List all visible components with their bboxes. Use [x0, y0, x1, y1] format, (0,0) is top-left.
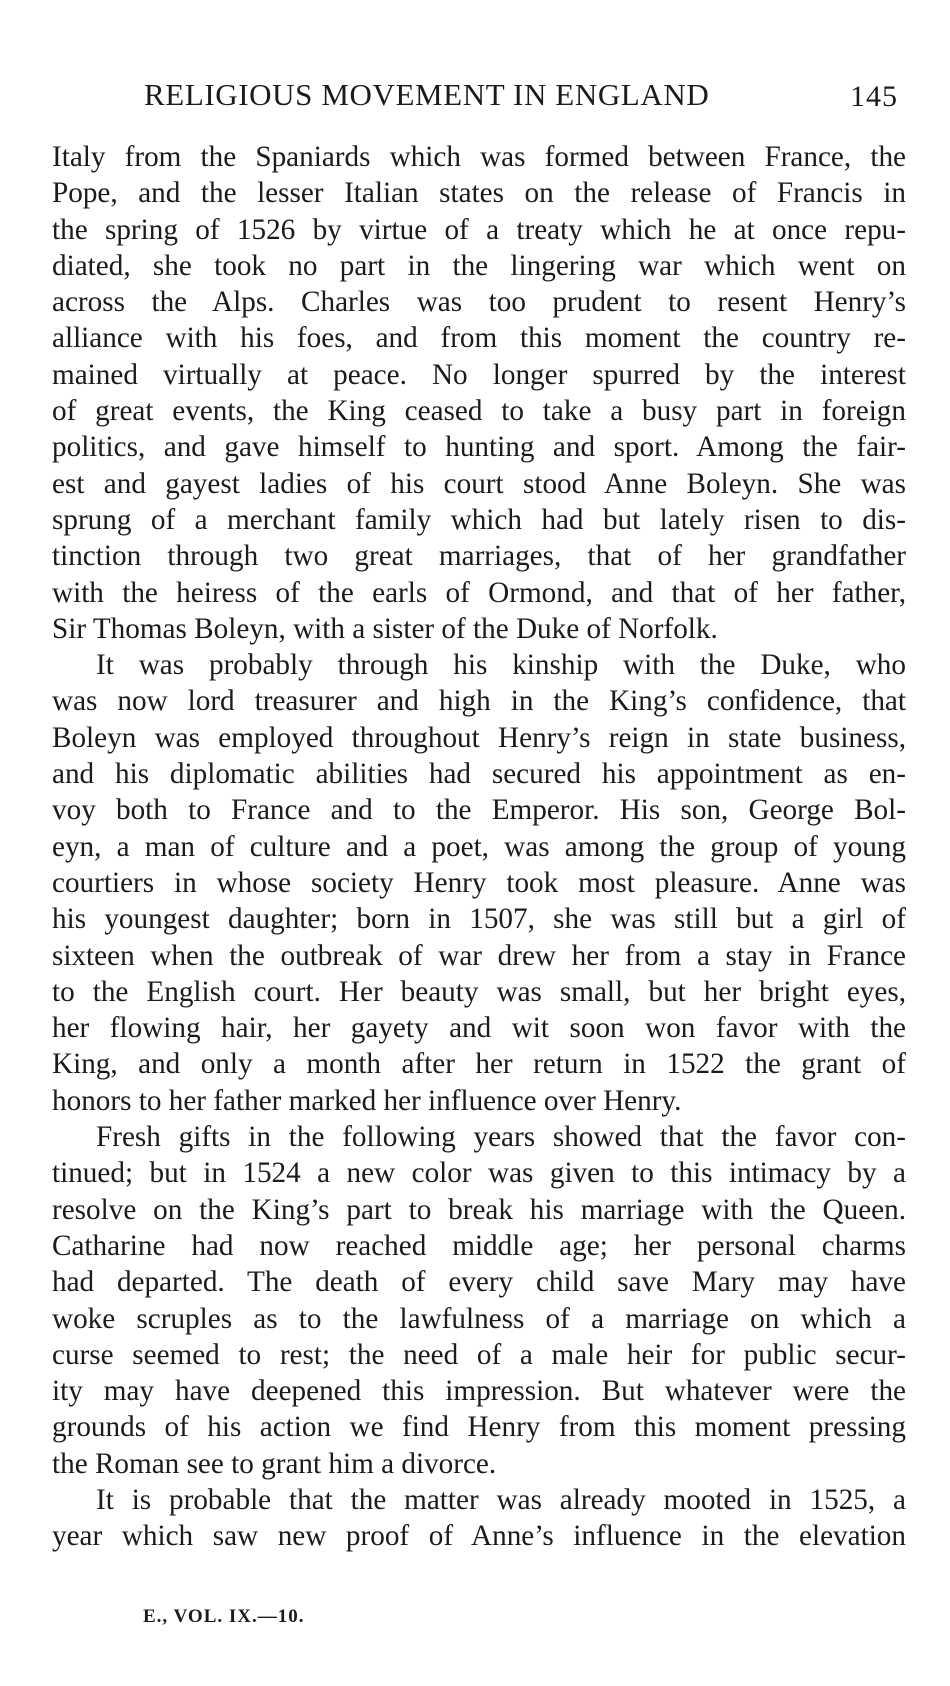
signature-mark: E., VOL. IX.—10.: [143, 1606, 305, 1627]
text-line: Pope, and the lesser Italian states on the release of Francis in: [52, 177, 906, 210]
text-line: alliance with his foes, and from this moment the country re-: [52, 322, 906, 355]
text-line: the Roman see to grant him a divorce.: [52, 1447, 497, 1480]
text-line: was now lord treasurer and high in the King’s confidence, that: [52, 685, 906, 718]
text-line: mained virtually at peace. No longer spurred by the interest: [52, 358, 906, 391]
text-line: honors to her father marked her influence over Henry.: [52, 1084, 682, 1117]
text-line: tinction through two great marriages, that of her grandfather: [52, 540, 906, 573]
text-line: woke scruples as to the lawfulness of a marriage on which a: [52, 1302, 906, 1335]
text-line: and his diplomatic abilities had secured his appointment as en-: [52, 758, 906, 791]
running-head: [52, 70, 898, 120]
paragraph-3: [52, 1119, 906, 1482]
text-line: tinued; but in 1524 a new color was given to this intimacy by a: [52, 1157, 906, 1190]
text-line: est and gayest ladies of his court stood Anne Boleyn. She was: [52, 467, 906, 500]
paragraph-2: [52, 647, 906, 1119]
text-line: had departed. The death of every child save Mary may have: [52, 1266, 906, 1299]
text-line: Fresh gifts in the following years showed that the favor con-: [96, 1121, 906, 1154]
text-line: year which saw new proof of Anne’s influence in the elevation: [52, 1520, 906, 1553]
text-line: voy both to France and to the Emperor. His son, George Bol-: [52, 794, 906, 827]
text-line: grounds of his action we find Henry from this moment pressing: [52, 1411, 906, 1444]
text-line: King, and only a month after her return in 1522 the grant of: [52, 1048, 906, 1081]
paragraph-4: [52, 1482, 906, 1555]
text-line: resolve on the King’s part to break his marriage with the Queen.: [52, 1193, 906, 1226]
text-line: Sir Thomas Boleyn, with a sister of the Duke of Norfolk.: [52, 612, 718, 645]
body-text: [52, 139, 906, 1555]
text-line: It was probably through his kinship with the Duke, who: [96, 649, 906, 682]
running-title: RELIGIOUS MOVEMENT IN ENGLAND: [144, 77, 710, 112]
paragraph-1: [52, 139, 906, 647]
text-line: courtiers in whose society Henry took most pleasure. Anne was: [52, 866, 906, 899]
page-number: 145: [850, 80, 898, 113]
text-line: to the English court. Her beauty was small, but her bright eyes,: [52, 975, 906, 1008]
text-line: It is probable that the matter was already mooted in 1525, a: [96, 1483, 906, 1516]
text-line: Italy from the Spaniards which was formed between France, the: [52, 141, 906, 173]
text-line: sprung of a merchant family which had but lately risen to dis-: [52, 503, 906, 536]
text-line: curse seemed to rest; the need of a male heir for public secur-: [52, 1338, 906, 1371]
text-line: Boleyn was employed throughout Henry’s reign in state business,: [52, 721, 906, 754]
text-line: eyn, a man of culture and a poet, was among the group of young: [52, 830, 906, 863]
text-line: with the heiress of the earls of Ormond, and that of her father,: [52, 576, 906, 609]
text-line: of great events, the King ceased to take a busy part in foreign: [52, 395, 906, 428]
text-line: sixteen when the outbreak of war drew her from a stay in France: [52, 939, 906, 972]
text-line: the spring of 1526 by virtue of a treaty which he at once repu-: [52, 213, 906, 246]
text-line: politics, and gave himself to hunting and sport. Among the fair-: [52, 431, 906, 464]
text-line: ity may have deepened this impression. But whatever were the: [52, 1375, 906, 1408]
text-line: her flowing hair, her gayety and wit soon won favor with the: [52, 1012, 906, 1045]
text-line: across the Alps. Charles was too prudent to resent Henry’s: [52, 286, 906, 319]
text-line: his youngest daughter; born in 1507, she was still but a girl of: [52, 903, 906, 936]
text-line: Catharine had now reached middle age; her personal charms: [52, 1229, 906, 1262]
text-line: diated, she took no part in the lingering war which went on: [52, 249, 906, 282]
